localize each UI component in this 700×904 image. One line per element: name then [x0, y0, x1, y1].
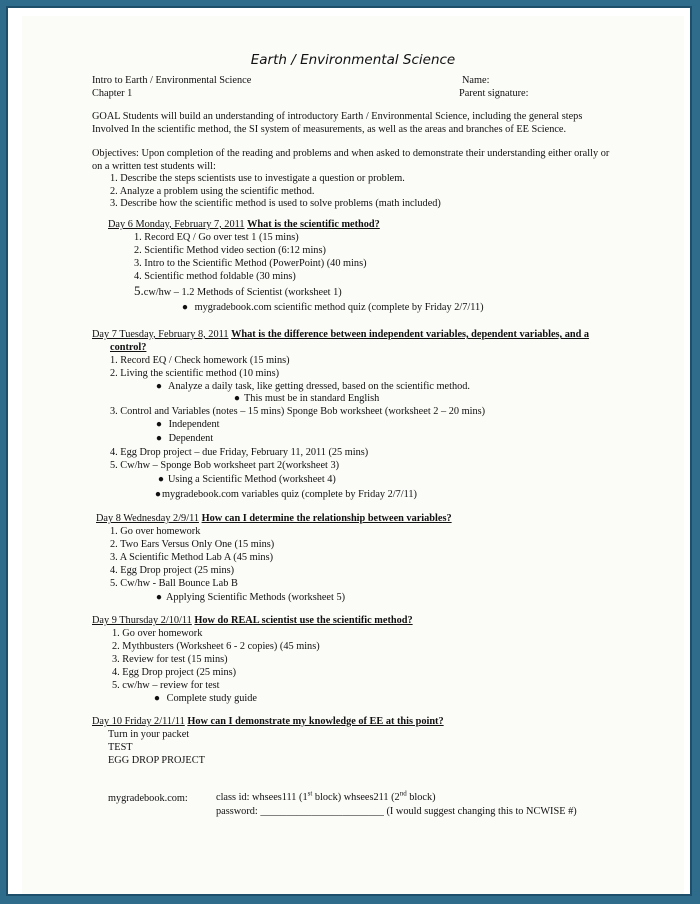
bullet-text: This must be in standard English: [244, 393, 380, 404]
day9-date: Day 9 Thursday 2/10/11: [92, 615, 192, 626]
list-item: EGG DROP PROJECT: [108, 755, 205, 766]
list-item: 5. cw/hw – review for test: [112, 680, 220, 691]
list-item: 4. Scientific method foldable (30 mins): [134, 271, 296, 282]
list-item: 4. Egg Drop project (25 mins): [110, 565, 235, 576]
list-item: 5. Cw/hw – Sponge Bob worksheet part 2(worksheet 3): [110, 460, 340, 471]
mygradebook-label: mygradebook.com:: [108, 793, 188, 804]
chapter-label: Chapter 1: [92, 88, 133, 99]
day9-heading: [92, 615, 413, 628]
day8-heading: [96, 513, 452, 526]
class-id-text: block) whsees211 (2: [312, 792, 400, 803]
list-item: 5. Cw/hw - Ball Bounce Lab B: [110, 578, 238, 589]
objective-item: 1. Describe the steps scientists use to investigate a question or problem.: [110, 173, 405, 184]
goal-line-1: GOAL Students will build an understanding of introductory Earth / Environmental Science, including the general steps: [92, 111, 583, 122]
day6-heading: [108, 219, 380, 232]
objective-item: 3. Describe how the scientific method is used to solve problems (math included): [110, 198, 441, 209]
list-item: 3. Review for test (15 mins): [112, 654, 228, 665]
day10-heading: [92, 716, 444, 729]
parent-signature-label: Parent signature:: [459, 88, 529, 99]
class-id-line: [216, 789, 436, 805]
bullet-text: Independent: [168, 419, 220, 430]
bullet-icon: ●: [155, 381, 163, 392]
list-item: [154, 489, 417, 502]
list-item: 2. Mythbusters (Worksheet 6 - 2 copies) (45 mins): [112, 641, 320, 652]
day7-question: What is the difference between independent variables, dependent variables, and a: [231, 329, 590, 340]
day7-heading: [92, 329, 589, 342]
bullet-text: mygradebook.com variables quiz (complete by Friday 2/7/11): [162, 489, 417, 500]
bullet-text: Using a Scientific Method (worksheet 4): [168, 474, 336, 485]
bullet-text: mygradebook.com scientific method quiz (complete by Friday 2/7/11): [194, 302, 484, 313]
day6-date: Day 6 Monday, February 7, 2011: [108, 219, 245, 230]
course-name: Intro to Earth / Environmental Science: [92, 75, 252, 86]
list-item: 3. Control and Variables (notes – 15 mins) Sponge Bob worksheet (worksheet 2 – 20 mins): [110, 406, 486, 417]
list-item: 4. Egg Drop project – due Friday, February 11, 2011 (25 mins): [110, 447, 369, 458]
list-item: 3. Intro to the Scientific Method (PowerPoint) (40 mins): [134, 258, 367, 269]
day8-question: How can I determine the relationship between variables?: [201, 513, 452, 524]
bullet-icon: ●: [155, 592, 163, 603]
list-item: 2. Two Ears Versus Only One (15 mins): [110, 539, 275, 550]
bullet-text: Applying Scientific Methods (worksheet 5): [166, 592, 346, 603]
bullet-icon: ●: [155, 433, 163, 444]
list-item: 1. Record EQ / Go over test 1 (15 mins): [134, 232, 299, 243]
worksheet-page: [22, 16, 684, 894]
superscript: st: [307, 789, 313, 798]
list-item: [150, 693, 257, 706]
class-id-text: block): [406, 792, 436, 803]
list-item: 4. Egg Drop project (25 mins): [112, 667, 237, 678]
class-id-text: class id: whsees111 (1: [216, 792, 308, 803]
list-item: [154, 474, 336, 487]
superscript: nd: [399, 789, 407, 798]
bullet-text: Analyze a daily task, like getting dressed, based on the scientific method.: [168, 381, 470, 392]
name-label: Name:: [462, 75, 490, 86]
list-item: [134, 285, 342, 300]
list-item: 3. A Scientific Method Lab A (45 mins): [110, 552, 274, 563]
item-number: 5.: [134, 283, 144, 298]
bullet-text: Dependent: [168, 433, 214, 444]
document-frame: [6, 6, 692, 896]
list-item: [230, 393, 379, 406]
list-item: [152, 433, 213, 446]
bullet-text: Complete study guide: [166, 693, 257, 704]
list-item: 2. Living the scientific method (10 mins): [110, 368, 280, 379]
day6-question: What is the scientific method?: [247, 219, 380, 230]
list-item: 1. Go over homework: [112, 628, 203, 639]
list-item: Turn in your packet: [108, 729, 190, 740]
day9-question: How do REAL scientist use the scientific method?: [194, 615, 413, 626]
day10-date: Day 10 Friday 2/11/11: [92, 716, 185, 727]
objectives-line-2: on a written test students will:: [92, 161, 216, 172]
day7-question-cont: control?: [110, 342, 147, 353]
day10-question: How can I demonstrate my knowledge of EE at this point?: [187, 716, 444, 727]
bullet-icon: ●: [155, 419, 163, 430]
list-item: TEST: [108, 742, 133, 753]
list-item: [152, 419, 219, 432]
bullet-icon: ●: [153, 693, 161, 704]
goal-line-2: Involved In the scientific method, the SI system of measurements, as well as the areas and branches of EE Science.: [92, 124, 567, 135]
list-item: [178, 302, 484, 315]
list-item: [152, 592, 345, 605]
list-item: [152, 381, 470, 394]
objective-item: 2. Analyze a problem using the scientific method.: [110, 186, 315, 197]
bullet-icon: ●: [157, 474, 165, 485]
bullet-icon: ●: [233, 393, 241, 404]
list-item: 2. Scientific Method video section (6:12 mins): [134, 245, 326, 256]
list-item: 1. Record EQ / Check homework (15 mins): [110, 355, 290, 366]
item-text: cw/hw – 1.2 Methods of Scientist (worksheet 1): [143, 287, 342, 298]
bullet-icon: ●: [181, 302, 189, 313]
list-item: 1. Go over homework: [110, 526, 201, 537]
bullet-icon: ●: [154, 489, 162, 500]
day7-date: Day 7 Tuesday, February 8, 2011: [92, 329, 229, 340]
password-line: password: ________________________ (I would suggest changing this to NCWISE #): [216, 806, 577, 817]
objectives-line-1: Objectives: Upon completion of the reading and problems and when asked to demonstrate their understanding either orally or: [92, 148, 610, 159]
page-title: Earth / Environmental Science: [250, 52, 456, 68]
day8-date: Day 8 Wednesday 2/9/11: [96, 513, 199, 524]
